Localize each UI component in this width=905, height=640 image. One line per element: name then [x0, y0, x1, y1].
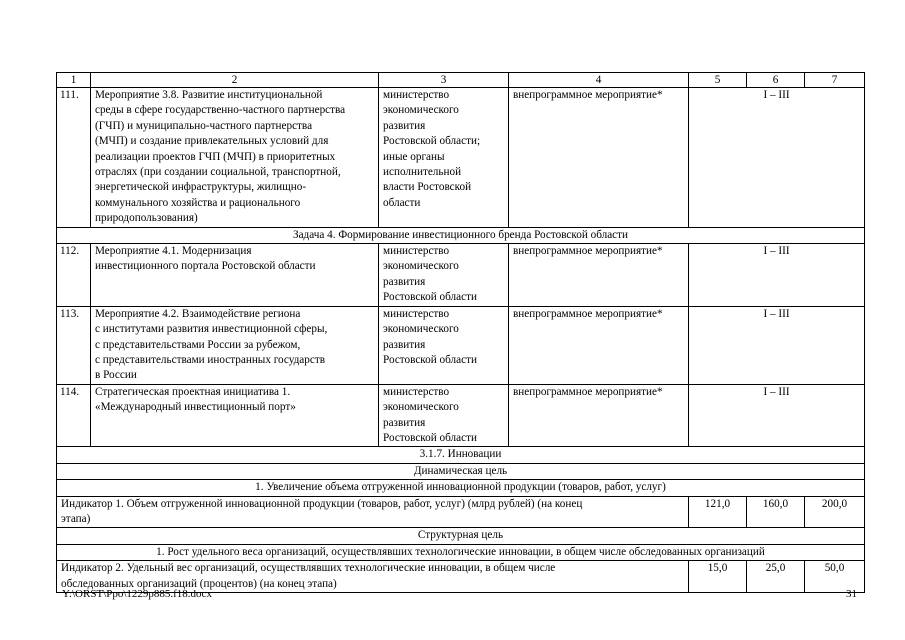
table-row-114 [57, 384, 865, 447]
executor-line: министерство [383, 89, 450, 101]
goal-2-title: 1. Рост удельного веса организаций, осуществлявших технологические инновации, в общем числе обследованных организаций [57, 544, 865, 560]
col-header-1: 1 [57, 73, 91, 88]
executor-line: развития [383, 338, 426, 351]
executor-line: власти Ростовской [383, 181, 472, 194]
table-row-113 [57, 306, 865, 384]
structural-goal-heading: Структурная цель [57, 528, 865, 544]
indicator-2-value-stage-2: 25,0 [747, 561, 805, 593]
header-row [57, 73, 865, 88]
measure-name-line: «Международный инвестиционный порт» [95, 401, 296, 414]
goal-1-title: 1. Увеличение объема отгруженной инновационной продукции (товаров, работ, услуг) [57, 480, 865, 496]
goal-row [57, 480, 865, 496]
executor-line: министерство [383, 385, 450, 398]
row-number: 113. [57, 306, 91, 384]
indicator-2-value-stage-3: 50,0 [805, 561, 865, 593]
executor-line: исполнительной [383, 166, 462, 179]
row-number: 112. [57, 244, 91, 307]
executor-line: Ростовской области; [383, 135, 481, 148]
col-header-3: 3 [379, 73, 509, 88]
table-row-111 [57, 88, 865, 228]
dynamic-goal-heading: Динамическая цель [57, 463, 865, 479]
measure-name [91, 244, 379, 307]
executor [379, 306, 509, 384]
measure-name-line: энергетической инфраструктуры, жилищно- [95, 181, 307, 194]
measure-name-line: с представительствами иностранных государств [95, 353, 325, 366]
period: I – III [689, 88, 865, 228]
task-4-title: Задача 4. Формирование инвестиционного бренда Ростовской области [57, 227, 865, 243]
measure-name-line: реализации проектов ГЧП (МЧП) в приоритетных [95, 150, 336, 163]
page-number: 31 [846, 588, 857, 600]
executor-line: министерство [383, 245, 450, 258]
indicator-2-value-stage-1: 15,0 [689, 561, 747, 593]
executor-line: Ростовской области [383, 291, 477, 304]
program-table [56, 72, 865, 593]
measure-name-line: коммунального хозяйства и рационального [95, 196, 301, 209]
executor-line: Ростовской области [383, 431, 477, 444]
executor-line: области [383, 196, 421, 209]
executor-line: министерство [383, 307, 450, 320]
executor-line: развития [383, 416, 426, 429]
measure-name-line: среды в сфере государственно-частного партнерства [95, 104, 346, 117]
indicator-1-text [57, 496, 689, 528]
indicator-row-1 [57, 496, 865, 528]
measure-name-line: (ГЧП) и муниципально-частного партнерства [95, 119, 313, 132]
funding-source: внепрограммное мероприятие* [509, 88, 689, 228]
file-path-footer: Y:\ORST\Ppo\1229p885.f18.docx [62, 588, 212, 600]
row-number: 111. [57, 88, 91, 228]
measure-name-line: Мероприятие 4.1. Модернизация [95, 245, 252, 258]
goal-type-row [57, 528, 865, 544]
col-header-6: 6 [747, 73, 805, 88]
executor-line: экономического [383, 104, 459, 117]
executor [379, 244, 509, 307]
executor-line: развития [383, 275, 426, 288]
executor-line: экономического [383, 260, 459, 273]
col-header-5: 5 [689, 73, 747, 88]
period: I – III [689, 306, 865, 384]
measure-name-line: с институтами развития инвестиционной сферы, [95, 323, 328, 336]
measure-name-line: Стратегическая проектная инициатива 1. [95, 385, 291, 398]
indicator-text-line: этапа) [61, 512, 91, 525]
indicator-1-value-stage-1: 121,0 [689, 496, 747, 528]
period: I – III [689, 244, 865, 307]
indicator-text-line: Индикатор 2. Удельный вес организаций, осуществлявших технологические инновации, в общем числе [61, 562, 556, 575]
executor [379, 384, 509, 447]
period: I – III [689, 384, 865, 447]
measure-name [91, 88, 379, 228]
section-row [57, 447, 865, 463]
goal-row [57, 544, 865, 560]
table-row-112 [57, 244, 865, 307]
executor-line: развития [383, 119, 426, 132]
measure-name [91, 306, 379, 384]
section-title: 3.1.7. Инновации [57, 447, 865, 463]
measure-name-line: природопользования) [95, 212, 198, 225]
indicator-1-value-stage-3: 200,0 [805, 496, 865, 528]
measure-name-line: Мероприятие 4.2. Взаимодействие региона [95, 307, 301, 320]
measure-name-line: Мероприятие 3.8. Развитие институциональной [95, 89, 323, 101]
measure-name-line: в России [95, 369, 137, 382]
measure-name-line: инвестиционного портала Ростовской области [95, 260, 316, 273]
executor-line: Ростовской области [383, 353, 477, 366]
col-header-2: 2 [91, 73, 379, 88]
executor-line: экономического [383, 323, 459, 336]
indicator-1-value-stage-2: 160,0 [747, 496, 805, 528]
measure-name [91, 384, 379, 447]
executor [379, 88, 509, 228]
executor-line: экономического [383, 401, 459, 414]
row-number: 114. [57, 384, 91, 447]
col-header-4: 4 [509, 73, 689, 88]
indicator-text-line: обследованных организаций (процентов) (на конец этапа) [61, 577, 337, 590]
funding-source: внепрограммное мероприятие* [509, 384, 689, 447]
col-header-7: 7 [805, 73, 865, 88]
funding-source: внепрограммное мероприятие* [509, 244, 689, 307]
executor-line: иные органы [383, 150, 445, 163]
indicator-text-line: Индикатор 1. Объем отгруженной инновационной продукции (товаров, работ, услуг) (млрд рублей) (на конец [61, 497, 583, 510]
measure-name-line: (МЧП) и создание привлекательных условий для [95, 135, 329, 148]
funding-source: внепрограммное мероприятие* [509, 306, 689, 384]
goal-type-row [57, 463, 865, 479]
measure-name-line: с представительствами России за рубежом, [95, 338, 301, 351]
task-row [57, 227, 865, 243]
measure-name-line: отраслях (при создании социальной, транспортной, [95, 166, 341, 179]
